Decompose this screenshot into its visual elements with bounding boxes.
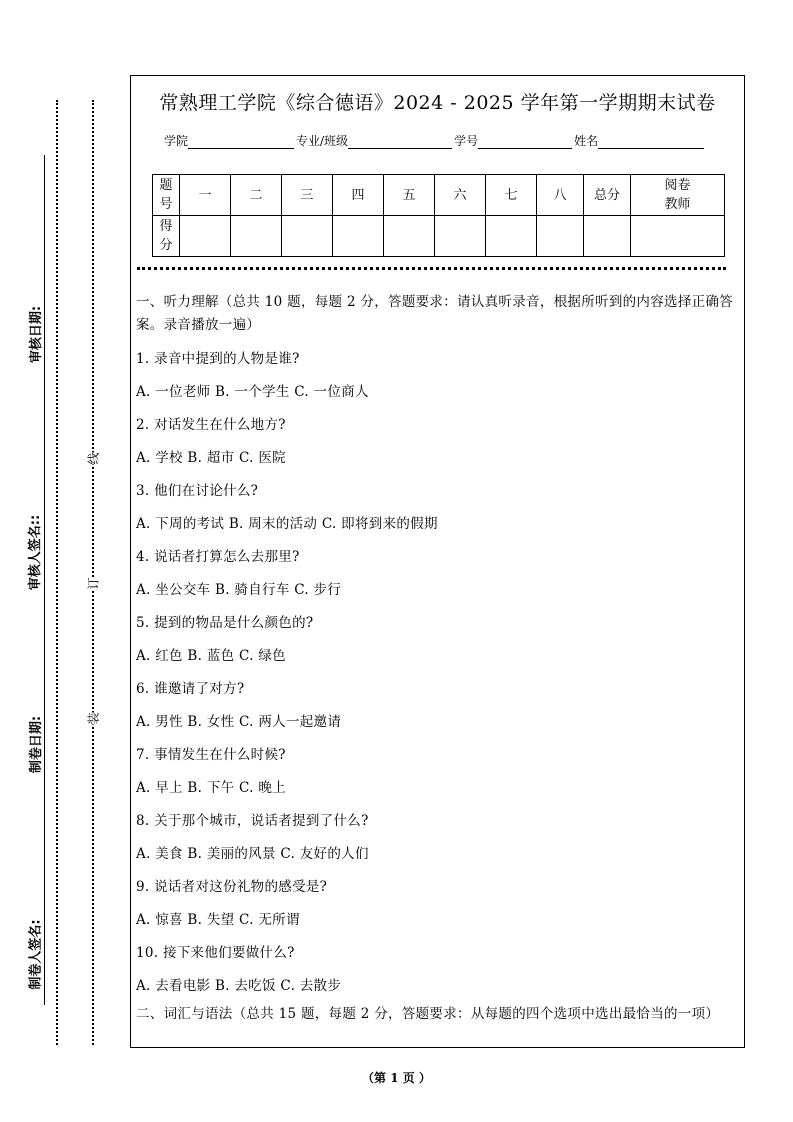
score-cell[interactable] [384,216,435,257]
score-col-1: 一 [180,175,231,216]
answer-options-6: A. 男性 B. 女性 C. 两人一起邀请 [136,714,342,730]
score-cell[interactable] [584,216,631,257]
section1-heading: 一、听力理解（总共 10 题，每题 2 分，答题要求：请认真听录音，根据所听到的内容选择正确答案。录音播放一遍） [136,294,734,333]
student-info-row [164,132,706,149]
college-label: 学院 [164,134,189,148]
answer-options-5: A. 红色 B. 蓝色 C. 绿色 [136,648,286,664]
section2-heading: 二、词汇与语法（总共 15 题，每题 2 分，答题要求：从每题的四个选项中选出最恰当的一项） [136,1006,720,1022]
answer-options-2: A. 学校 B. 超市 C. 医院 [136,450,286,466]
score-row-label: 得分 [153,216,180,257]
question-2: 2. 对话发生在什么地方? [136,417,286,433]
binding-margin [0,0,125,1122]
question-9: 9. 说话者对这份礼物的感受是? [136,879,328,895]
college-field[interactable] [188,134,294,149]
score-col-3: 三 [282,175,333,216]
question-7: 7. 事情发生在什么时候? [136,747,286,763]
major-class-field[interactable] [348,134,452,149]
answer-options-8: A. 美食 B. 美丽的风景 C. 友好的人们 [136,846,369,862]
score-cell[interactable] [333,216,384,257]
reviewer-date-label: 审核日期: [29,305,45,364]
answer-options-10: A. 去看电影 B. 去吃饭 C. 去散步 [136,978,342,994]
answer-options-3: A. 下周的考试 B. 周末的活动 C. 即将到来的假期 [136,516,438,532]
maker-signature-label: 制卷人签名: [28,919,44,990]
question-8: 8. 关于那个城市，说话者提到了什么? [136,813,369,829]
reviewer-signature-label: 审核人签名:: [28,514,44,591]
bind-ding-char: 订 [86,577,101,590]
name-field[interactable] [598,134,704,149]
major-class-label: 专业/班级 [296,134,349,148]
question-3: 3. 他们在讨论什么? [136,483,259,499]
score-col-2: 二 [231,175,282,216]
bind-line-char: 线 [86,452,101,465]
score-cell[interactable] [537,216,584,257]
score-cell[interactable] [486,216,537,257]
bind-zhuang-char: 装 [86,712,101,725]
score-table [152,174,725,257]
answer-options-4: A. 坐公交车 B. 骑自行车 C. 步行 [136,582,342,598]
score-cell[interactable] [435,216,486,257]
dotted-separator [137,267,726,270]
score-cell[interactable] [282,216,333,257]
question-5: 5. 提到的物品是什么颜色的? [136,615,314,631]
question-10: 10. 接下来他们要做什么? [136,945,295,961]
signature-line [44,155,45,1005]
score-col-7: 七 [486,175,537,216]
score-cell[interactable] [180,216,231,257]
score-table-header-row [153,175,725,216]
score-col-6: 六 [435,175,486,216]
question-4: 4. 说话者打算怎么去那里? [136,549,300,565]
page-number: （第 1 页 ） [362,1071,431,1085]
maker-date-label: 制卷日期: [29,715,45,774]
question-6: 6. 谁邀请了对方? [136,681,245,697]
question-number-label: 题号 [153,175,180,216]
grader-label: 阅卷教师 [631,175,725,216]
score-col-total: 总分 [584,175,631,216]
score-cell[interactable] [231,216,282,257]
answer-options-9: A. 惊喜 B. 失望 C. 无所谓 [136,912,300,928]
score-cell[interactable] [631,216,725,257]
student-id-field[interactable] [478,134,572,149]
binding-dotted-line-right [92,100,94,1045]
binding-dotted-line-left [56,100,58,1045]
exam-frame [130,75,745,1048]
answer-options-1: A. 一位老师 B. 一个学生 C. 一位商人 [136,384,369,400]
score-col-4: 四 [333,175,384,216]
name-label: 姓名 [574,134,599,148]
question-1: 1. 录音中提到的人物是谁? [136,351,300,367]
exam-title: 常熟理工学院《综合德语》2024 - 2025 学年第一学期期末试卷 [159,92,716,114]
answer-options-7: A. 早上 B. 下午 C. 晚上 [136,780,286,796]
score-col-5: 五 [384,175,435,216]
score-col-8: 八 [537,175,584,216]
score-table-score-row [153,216,725,257]
student-id-label: 学号 [454,134,479,148]
